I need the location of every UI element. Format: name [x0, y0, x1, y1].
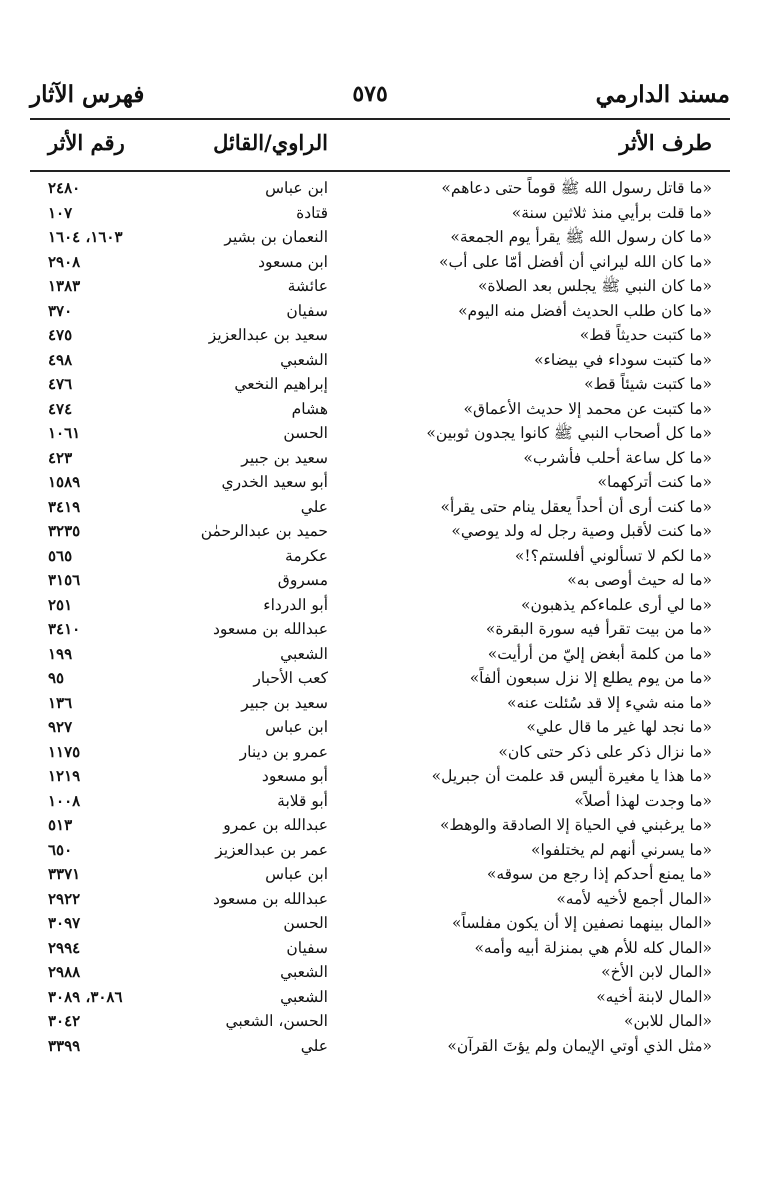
narrator-name: عمرو بن دينار: [239, 742, 328, 761]
column-header-raqm: رقم الأثر: [48, 130, 125, 155]
index-row: [30, 593, 730, 618]
athar-number: ١٩٩: [48, 644, 73, 663]
athar-incipit: «ما كتبت حديثاً قط»: [579, 326, 712, 344]
athar-incipit: «ما كتبت عن محمد إلا حديث الأعماق»: [463, 399, 712, 418]
index-row: [30, 960, 730, 985]
athar-number: ٣٧٠: [48, 301, 73, 320]
athar-number: ٤٧٥: [48, 326, 73, 344]
index-row: [30, 666, 730, 691]
athar-incipit: «المال للابن»: [624, 1012, 712, 1030]
index-row: [30, 446, 730, 471]
index-row: [30, 544, 730, 569]
athar-incipit: «ما منه شيء إلا قد سُئلت عنه»: [507, 693, 712, 712]
athar-number: ١٣٦: [48, 693, 73, 712]
index-row: [30, 225, 730, 250]
athar-incipit: «ما يرغبني في الحياة إلا الصادقة والوهط»: [439, 816, 712, 834]
athar-incipit: «ما كل ساعة أحلب فأشرب»: [523, 448, 712, 467]
column-header-tarf: طرف الأثر: [619, 130, 712, 155]
athar-incipit: «ما من بيت تقرأ فيه سورة البقرة»: [485, 620, 712, 638]
index-row: [30, 421, 730, 446]
athar-incipit: «ما قلت برأيي منذ ثلاثين سنة»: [511, 203, 712, 222]
narrator-name: عبدالله بن مسعود: [212, 889, 328, 908]
narrator-name: قتادة: [296, 203, 328, 222]
athar-number: ٣٣٩٩: [48, 1036, 81, 1055]
athar-number: ٣٠٩٧: [48, 914, 81, 932]
narrator-name: أبو الدرداء: [263, 595, 328, 614]
athar-incipit: «ما كل أصحاب النبي ﷺ كانوا يجدون ثوبين»: [426, 424, 712, 442]
athar-number: ١٢١٩: [48, 767, 81, 785]
index-row: [30, 985, 730, 1010]
narrator-name: سفيان: [286, 301, 328, 320]
narrator-name: إبراهيم النخعي: [234, 375, 328, 393]
index-row: [30, 838, 730, 863]
athar-number: ٤٧٤: [48, 399, 73, 418]
athar-incipit: «ما كتبت سوداء في بيضاء»: [534, 350, 712, 369]
athar-incipit: «ما نزال ذكر على ذكر حتى كان»: [498, 742, 712, 761]
athar-incipit: «ما من كلمة أبغض إليّ من أرأيت»: [487, 644, 712, 663]
narrator-name: النعمان بن بشير: [224, 228, 328, 246]
index-row: [30, 274, 730, 299]
narrator-name: الحسن، الشعبي: [225, 1012, 328, 1030]
athar-number: ١٣٨٣: [48, 277, 81, 295]
narrator-name: سعيد بن جبير: [241, 448, 328, 467]
athar-number: ٣٠٨٦، ٣٠٨٩: [48, 987, 123, 1006]
narrator-name: ابن عباس: [265, 179, 328, 197]
athar-number: ١٠٠٨: [48, 791, 81, 810]
athar-incipit: «المال أجمع لأخيه لأمه»: [556, 889, 712, 908]
running-header: [30, 74, 730, 114]
athar-incipit: «ما كان رسول الله ﷺ يقرأ يوم الجمعة»: [450, 228, 712, 246]
index-row: [30, 1009, 730, 1034]
athar-incipit: «ما كنت أتركهما»: [597, 473, 712, 491]
athar-number: ١٥٨٩: [48, 473, 81, 491]
athar-number: ٥١٣: [48, 816, 73, 834]
athar-number: ١٠٧: [48, 203, 73, 222]
athar-number: ٣٣٧١: [48, 865, 81, 883]
athar-incipit: «ما كان الله ليراني أن أفضل أمّا على أب»: [439, 252, 712, 271]
narrator-name: الشعبي: [280, 963, 328, 981]
narrator-name: الحسن: [283, 424, 328, 442]
index-row: [30, 372, 730, 397]
index-row: [30, 201, 730, 226]
narrator-name: سعيد بن عبدالعزيز: [208, 326, 328, 344]
index-row: [30, 470, 730, 495]
athar-number: ٢٩٢٢: [48, 889, 81, 908]
index-row: [30, 348, 730, 373]
index-row: [30, 813, 730, 838]
athar-incipit: «ما يسرني أنهم لم يختلفوا»: [530, 840, 712, 859]
narrator-name: عكرمة: [285, 546, 328, 565]
narrator-name: عمر بن عبدالعزيز: [215, 840, 328, 859]
athar-number: ٢٩٩٤: [48, 938, 81, 957]
athar-incipit: «المال بينهما نصفين إلا أن يكون مفلساً»: [452, 914, 712, 932]
athar-incipit: «ما كان طلب الحديث أفضل منه اليوم»: [458, 301, 712, 320]
index-row: [30, 862, 730, 887]
athar-incipit: «ما يمنع أحدكم إذا رجع من سوقه»: [486, 865, 712, 883]
narrator-name: علي: [300, 497, 328, 516]
athar-number: ٩٢٧: [48, 718, 73, 736]
athar-number: ٦٥٠: [48, 840, 73, 859]
narrator-name: الحسن: [283, 914, 328, 932]
index-row: [30, 323, 730, 348]
narrator-name: عبدالله بن عمرو: [223, 816, 328, 834]
narrator-name: ابن مسعود: [258, 252, 328, 271]
athar-number: ٤٩٨: [48, 350, 73, 369]
athar-number: ٩٥: [48, 669, 65, 687]
narrator-name: هشام: [291, 399, 328, 418]
index-row: [30, 1034, 730, 1059]
narrator-name: أبو سعيد الخدري: [221, 473, 328, 491]
athar-number: ٥٦٥: [48, 546, 73, 565]
narrator-name: الشعبي: [280, 644, 328, 663]
athar-incipit: «ما نجد لها غير ما قال علي»: [526, 718, 712, 736]
athar-number: ٣٠٤٢: [48, 1012, 81, 1030]
narrator-name: علي: [300, 1036, 328, 1055]
athar-incipit: «ما قاتل رسول الله ﷺ قوماً حتى دعاهم»: [441, 179, 712, 197]
athar-incipit: «المال لابنة أخيه»: [596, 987, 712, 1006]
index-row: [30, 250, 730, 275]
athar-incipit: «ما وجدت لهذا أصلاً»: [574, 791, 712, 810]
narrator-name: ابن عباس: [265, 718, 328, 736]
index-row: [30, 642, 730, 667]
athar-number: ٣٤١٠: [48, 620, 81, 638]
narrator-name: عائشة: [287, 277, 328, 295]
index-row: [30, 764, 730, 789]
athar-number: ٢٩٨٨: [48, 963, 81, 981]
index-row: [30, 691, 730, 716]
athar-number: ٣٢٣٥: [48, 522, 81, 540]
narrator-name: ابن عباس: [265, 865, 328, 883]
index-row: [30, 299, 730, 324]
index-row: [30, 887, 730, 912]
index-row: [30, 789, 730, 814]
narrator-name: أبو مسعود: [261, 767, 328, 785]
index-rows: [30, 176, 730, 1058]
index-row: [30, 911, 730, 936]
section-title: فهرس الآثار: [30, 80, 145, 108]
index-row: [30, 740, 730, 765]
index-row: [30, 519, 730, 544]
athar-number: ٢٤٨٠: [48, 179, 81, 197]
athar-incipit: «ما من يوم يطلع إلا نزل سبعون ألفاً»: [469, 669, 712, 687]
narrator-name: سفيان: [286, 938, 328, 957]
index-row: [30, 397, 730, 422]
narrator-name: أبو قلابة: [277, 791, 328, 810]
athar-number: ٤٢٣: [48, 448, 73, 467]
athar-incipit: «ما لي أرى علماءكم يذهبون»: [520, 595, 712, 614]
athar-incipit: «المال لابن الأخ»: [601, 963, 712, 981]
athar-number: ٣٤١٩: [48, 497, 81, 516]
athar-incipit: «ما له حيث أوصى به»: [567, 571, 712, 589]
index-row: [30, 936, 730, 961]
narrator-name: مسروق: [277, 571, 328, 589]
page-number: ٥٧٥: [352, 81, 388, 107]
athar-incipit: «ما كنت لأقبل وصية رجل له ولد يوصي»: [451, 522, 712, 540]
athar-incipit: «ما كنت أرى أن أحداً يعقل ينام حتى يقرأ»: [440, 497, 712, 516]
index-row: [30, 495, 730, 520]
narrator-name: الشعبي: [280, 987, 328, 1006]
column-header-rawi: الراوي/القائل: [213, 130, 328, 155]
athar-incipit: «ما كتبت شيئاً قط»: [584, 375, 712, 393]
athar-number: ١١٧٥: [48, 742, 81, 761]
athar-number: ٢٥١: [48, 595, 73, 614]
athar-number: ٤٧٦: [48, 375, 73, 393]
athar-incipit: «ما لكم لا تسألوني أفلستم؟!»: [514, 546, 712, 565]
index-row: [30, 568, 730, 593]
athar-incipit: «مثل الذي أوتي الإيمان ولم يؤتَ القرآن»: [447, 1036, 712, 1055]
athar-incipit: «ما هذا يا مغيرة أليس قد علمت أن جبريل»: [431, 767, 712, 785]
athar-number: ١٦٠٣، ١٦٠٤: [48, 228, 123, 246]
athar-incipit: «المال كله للأم هي بمنزلة أبيه وأمه»: [474, 938, 712, 957]
athar-number: ٣١٥٦: [48, 571, 81, 589]
column-header-row: [30, 118, 730, 172]
narrator-name: عبدالله بن مسعود: [212, 620, 328, 638]
athar-number: ١٠٦١: [48, 424, 81, 442]
index-row: [30, 617, 730, 642]
book-title: مسند الدارمي: [595, 80, 730, 108]
narrator-name: سعيد بن جبير: [241, 693, 328, 712]
athar-incipit: «ما كان النبي ﷺ يجلس بعد الصلاة»: [477, 277, 712, 295]
narrator-name: كعب الأحبار: [253, 669, 328, 687]
index-row: [30, 715, 730, 740]
narrator-name: حميد بن عبدالرحمٰن: [200, 522, 328, 540]
index-row: [30, 176, 730, 201]
narrator-name: الشعبي: [280, 350, 328, 369]
athar-number: ٢٩٠٨: [48, 252, 81, 271]
